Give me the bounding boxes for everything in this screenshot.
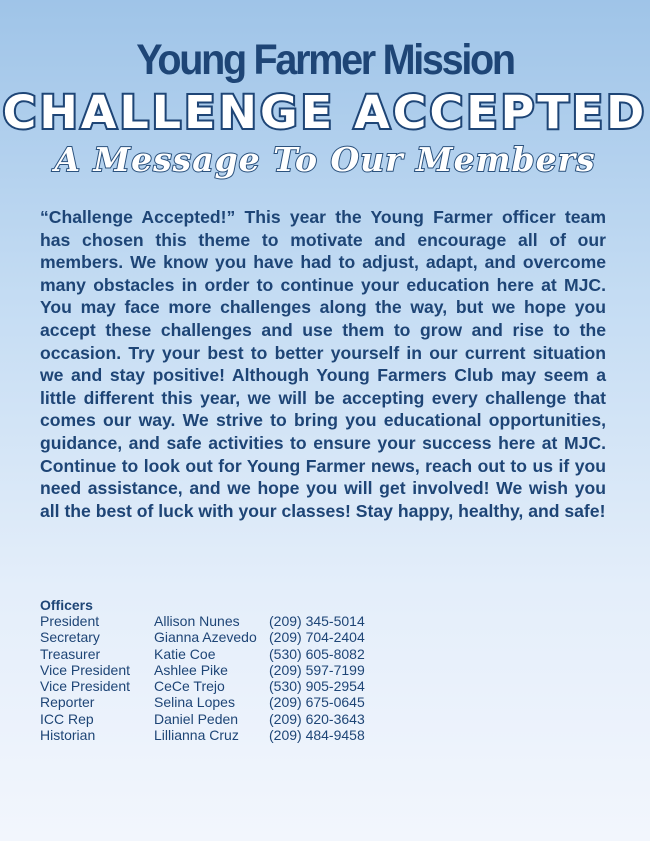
page-title: Young Farmer Mission [136,36,514,84]
officer-row [40,727,379,743]
officer-name: Gianna Azevedo [154,629,257,646]
officer-role: ICC Rep [40,710,94,727]
officer-phone: (209) 704-2404 [269,629,365,646]
officer-role: Secretary [40,629,100,646]
officer-phone: (209) 484-9458 [269,727,365,744]
officers-list [40,597,379,743]
officer-name: Lillianna Cruz [154,727,239,744]
officer-role: Reporter [40,694,95,711]
officer-role: Vice President [40,678,131,695]
officer-row [40,629,379,645]
officer-name: Selina Lopes [154,694,235,711]
officer-row [40,662,379,678]
subtitle: A Message To Our Members [54,140,596,179]
officer-phone: (209) 597-7199 [269,661,365,678]
officer-name: Katie Coe [154,645,216,662]
officer-row [40,711,379,727]
officer-role: Historian [40,727,96,744]
officer-name: CeCe Trejo [154,678,225,695]
officer-name: Ashlee Pike [154,661,228,678]
message-body: “Challenge Accepted!” This year the Young Farmer officer team has chosen this theme to motivate and encourage all of our members. We know you have had to adjust, adapt, and overcome many obstacles in order to continue your education here at MJC. You may face more challenges along the way, but we hope you accept these challenges and use them to grow and rise to the occasion. Try your best to better yourself in our current situation we and stay positive! Although Young Farmers Club may seem a little different this year, we will be accepting every challenge that comes our way. We strive to bring you educational opportunities, guidance, and safe activities to ensure your success here at MJC. Continue to look out for Young Farmer news, reach out to us if you need assistance, and we hope you will get involved! We wish you all the best of luck with your classes! Stay happy, healthy, and safe! [40,207,606,521]
officer-role: Vice President [40,661,131,678]
officers-heading: Officers [40,597,93,613]
officer-phone: (209) 675-0645 [269,694,365,711]
officer-row [40,694,379,710]
officer-role: President [40,613,100,629]
challenge-banner: CHALLENGE ACCEPTED [2,86,648,139]
officer-row [40,613,379,629]
officer-phone: (209) 345-5014 [269,613,365,629]
officer-row [40,646,379,662]
officer-phone: (530) 905-2954 [269,678,365,695]
officer-role: Treasurer [40,645,101,662]
officer-row [40,678,379,694]
officer-phone: (530) 605-8082 [269,645,365,662]
officer-phone: (209) 620-3643 [269,710,365,727]
officer-name: Daniel Peden [154,710,239,727]
officer-name: Allison Nunes [154,613,240,629]
